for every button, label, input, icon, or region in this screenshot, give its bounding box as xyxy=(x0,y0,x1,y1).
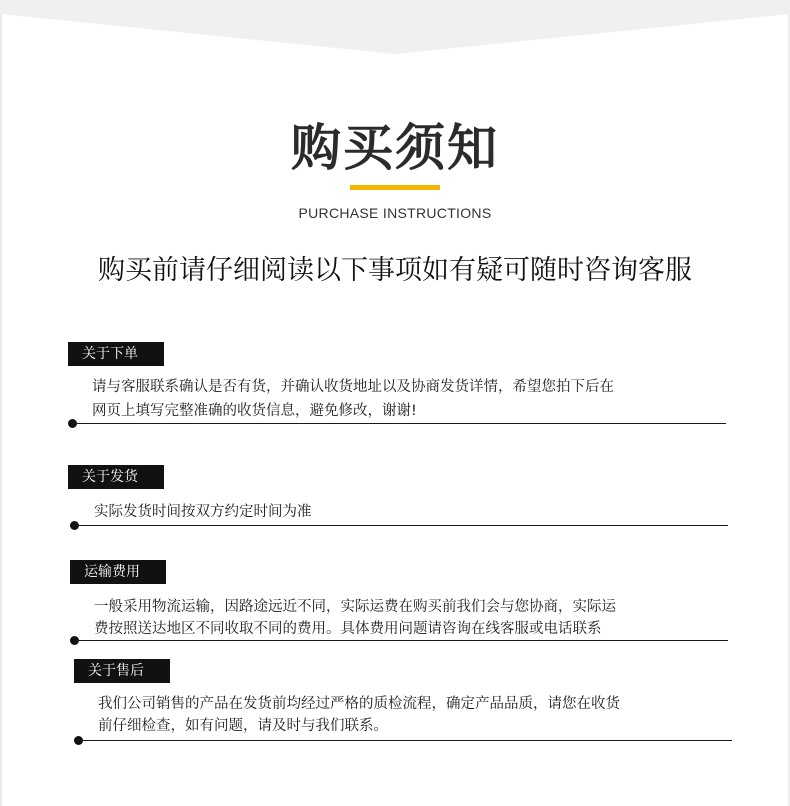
section-shipping-line-1: 实际发货时间按双方约定时间为准 xyxy=(94,504,312,520)
section-order-line-2: 网页上填写完整准确的收货信息，避免修改，谢谢! xyxy=(92,403,417,419)
section-tag-order: 关于下单 xyxy=(68,342,164,366)
section-freight-line-2: 费按照送达地区不同收取不同的费用。具体费用问题请咨询在线客服或电话联系 xyxy=(94,621,602,637)
section-divider xyxy=(72,423,726,424)
section-divider xyxy=(78,740,732,741)
section-aftersales-line-1: 我们公司销售的产品在发货前均经过严格的质检流程，确定产品品质，请您在收货 xyxy=(98,696,620,712)
section-order-line-1: 请与客服联系确认是否有货，并确认收货地址以及协商发货详情，希望您拍下后在 xyxy=(92,379,614,395)
top-decorative-band xyxy=(0,0,790,56)
section-tag-freight: 运输费用 xyxy=(70,560,166,584)
title-underline xyxy=(350,185,440,190)
page-subtitle: PURCHASE INSTRUCTIONS xyxy=(298,205,492,221)
section-divider xyxy=(74,640,728,641)
page-title: 购买须知 xyxy=(291,119,499,177)
section-tag-aftersales: 关于售后 xyxy=(74,659,170,683)
section-tag-shipping: 关于发货 xyxy=(68,465,164,489)
section-divider xyxy=(74,525,728,526)
section-aftersales-line-2: 前仔细检查，如有问题，请及时与我们联系。 xyxy=(98,718,388,734)
headline-notice: 购买前请仔细阅读以下事项如有疑可随时咨询客服 xyxy=(98,255,692,286)
section-freight-line-1: 一般采用物流运输，因路途远近不同，实际运费在购买前我们会与您协商，实际运 xyxy=(94,599,616,615)
